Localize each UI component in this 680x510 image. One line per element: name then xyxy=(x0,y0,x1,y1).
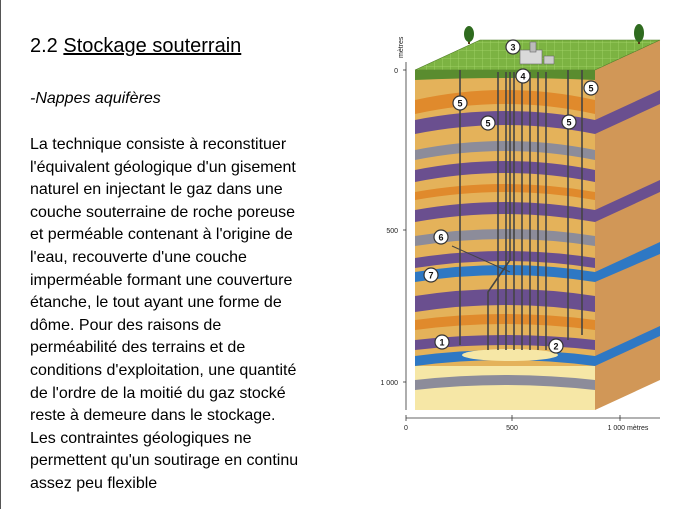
body-line: Les contraintes géologiques ne xyxy=(30,429,252,447)
callout-badge xyxy=(562,115,576,129)
callout-badge xyxy=(453,96,467,110)
width-tick-label: 0 xyxy=(404,425,408,432)
callout-label: 5 xyxy=(485,118,491,129)
depth-tick-label: 1 000 xyxy=(380,380,398,387)
callout-badge xyxy=(506,40,520,54)
body-line: imperméable formant une couverture xyxy=(30,271,293,289)
callout-badge xyxy=(481,116,495,130)
callout-badge xyxy=(549,339,563,353)
body-line: l'eau, recouverte d'une couche xyxy=(30,248,247,266)
depth-tick-label: 0 xyxy=(394,68,398,75)
tree-icon xyxy=(464,26,474,44)
callout-label: 5 xyxy=(588,83,594,94)
callout-label: 4 xyxy=(520,71,526,82)
body-line: perméabilité des terrains et de xyxy=(30,339,246,357)
callout-badge xyxy=(516,69,530,83)
title-number: 2.2 xyxy=(30,35,58,57)
callout-badge xyxy=(434,230,448,244)
callout-badge xyxy=(435,335,449,349)
body-line: dôme. Pour des raisons de xyxy=(30,316,222,334)
body-line: de l'ordre de la moitié du gaz stocké xyxy=(30,384,286,402)
callout-label: 5 xyxy=(566,117,572,128)
body-line: couche souterraine de roche poreuse xyxy=(30,203,296,221)
callout-badge xyxy=(424,268,438,282)
aquifer-storage-illustration xyxy=(370,10,670,440)
body-line: conditions d'exploitation, une quantité xyxy=(30,361,297,379)
body-line: l'équivalent géologique d'un gisement xyxy=(30,158,296,176)
callout-label: 1 xyxy=(439,337,445,348)
width-axis xyxy=(404,415,660,432)
slide-subtitle: -Nappes aquifères xyxy=(30,90,161,107)
depth-axis xyxy=(380,36,406,410)
width-tick-label: 1 000 mètres xyxy=(607,425,649,432)
callout-label: 6 xyxy=(438,232,444,243)
body-line: et perméable contenant à l'origine de xyxy=(30,226,293,244)
body-line: permettent qu'un soutirage en continu xyxy=(30,452,299,470)
title-text: Stockage souterrain xyxy=(63,35,242,57)
depth-axis-unit: mètres xyxy=(398,36,405,58)
callout-label: 3 xyxy=(510,42,516,53)
slide-title xyxy=(30,35,241,58)
callout-label: 7 xyxy=(428,270,434,281)
callout-badge xyxy=(584,81,598,95)
body-line: reste à demeure dans le stockage. xyxy=(30,407,276,425)
body-line: naturel en injectant le gaz dans une xyxy=(30,181,283,199)
cream-stratum xyxy=(415,394,595,410)
callout-label: 2 xyxy=(553,341,559,352)
body-line: assez peu flexible xyxy=(30,474,158,492)
callout-label: 5 xyxy=(457,98,463,109)
depth-tick-label: 500 xyxy=(386,228,398,235)
body-line: La technique consiste à reconstituer xyxy=(30,136,287,153)
slide-body xyxy=(30,134,355,496)
width-tick-label: 500 xyxy=(506,425,518,432)
body-line: étanche, le tout ayant une forme de xyxy=(30,294,282,312)
gas-bubble xyxy=(462,349,558,361)
